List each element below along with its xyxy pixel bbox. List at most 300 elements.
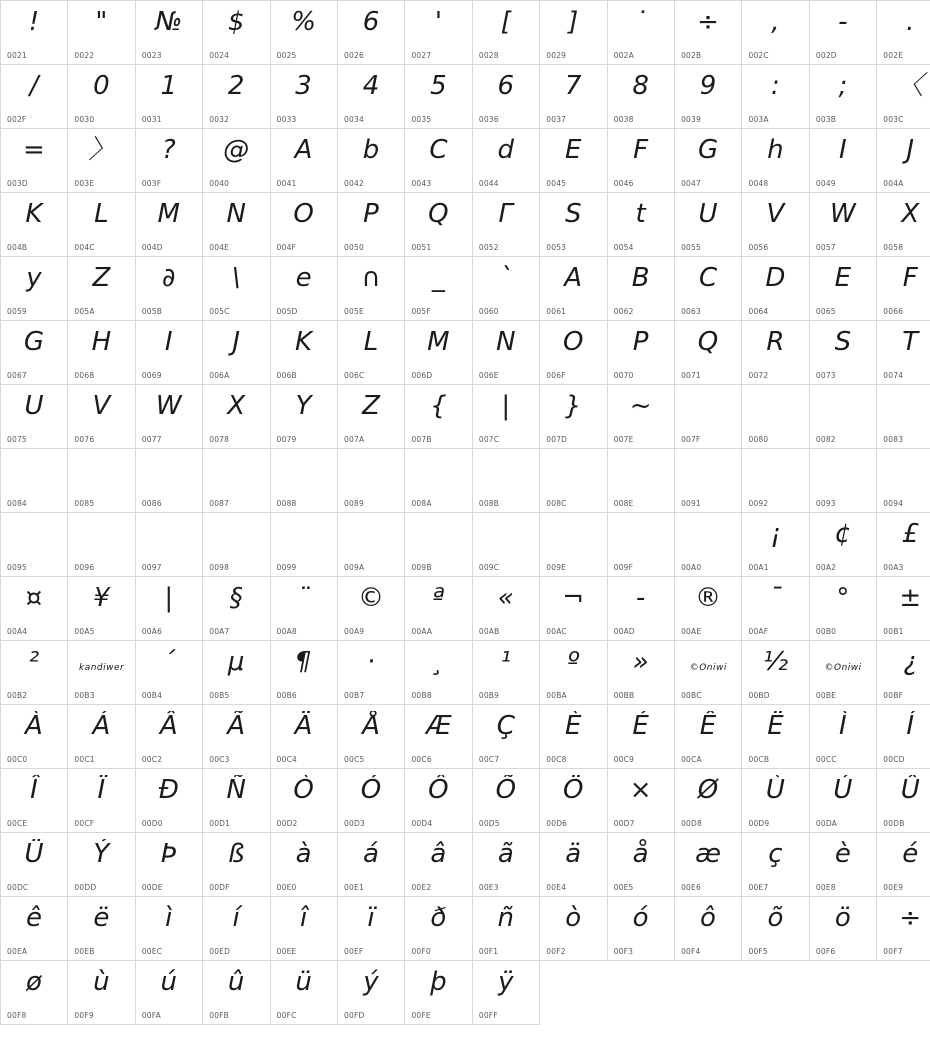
glyph-codepoint: 002B: [681, 51, 702, 60]
glyph-cell[interactable]: [742, 385, 809, 449]
glyph-character: ¡: [770, 519, 782, 549]
glyph-cell[interactable]: [405, 385, 472, 449]
glyph-cell[interactable]: [1, 257, 68, 321]
glyph-cell[interactable]: [472, 65, 539, 129]
glyph-character: U: [24, 391, 44, 421]
glyph-cell[interactable]: [472, 897, 539, 961]
glyph-cell-inner: [473, 385, 539, 448]
glyph-cell[interactable]: [540, 193, 607, 257]
glyph-cell[interactable]: [877, 257, 930, 321]
glyph-character: é: [902, 839, 919, 869]
glyph-cell[interactable]: [809, 257, 876, 321]
glyph-cell[interactable]: [68, 961, 135, 1025]
glyph-character: y: [26, 263, 43, 293]
glyph-cell[interactable]: [405, 193, 472, 257]
glyph-cell[interactable]: [877, 449, 930, 513]
glyph-cell[interactable]: [270, 769, 337, 833]
glyph-codepoint: 004F: [276, 243, 297, 252]
glyph-cell[interactable]: [877, 705, 930, 769]
glyph-cell[interactable]: [742, 513, 809, 577]
glyph-cell[interactable]: [742, 449, 809, 513]
glyph-codepoint: 00A5: [74, 627, 95, 636]
glyph-cell[interactable]: [540, 769, 607, 833]
glyph-cell[interactable]: [270, 449, 337, 513]
glyph-cell[interactable]: [338, 513, 405, 577]
glyph-cell[interactable]: [742, 129, 809, 193]
glyph-cell[interactable]: [203, 769, 270, 833]
glyph-cell[interactable]: [135, 641, 202, 705]
glyph-codepoint: 003A: [748, 115, 769, 124]
glyph-cell[interactable]: [338, 321, 405, 385]
glyph-cell-inner: [338, 577, 404, 640]
glyph-cell[interactable]: [742, 897, 809, 961]
glyph-cell[interactable]: [1, 513, 68, 577]
glyph-cell[interactable]: [1, 897, 68, 961]
glyph-cell[interactable]: [338, 129, 405, 193]
glyph-cell[interactable]: [540, 1, 607, 65]
glyph-cell[interactable]: [675, 193, 742, 257]
glyph-cell-inner: [203, 449, 269, 512]
glyph-cell[interactable]: [675, 577, 742, 641]
glyph-cell[interactable]: [675, 449, 742, 513]
glyph-cell-inner: [136, 257, 202, 320]
glyph-cell[interactable]: [809, 1, 876, 65]
glyph-codepoint: 0042: [344, 179, 364, 188]
glyph-cell[interactable]: [540, 129, 607, 193]
glyph-cell[interactable]: [135, 705, 202, 769]
glyph-cell[interactable]: [742, 833, 809, 897]
glyph-cell[interactable]: [338, 449, 405, 513]
glyph-codepoint: 0044: [478, 179, 499, 188]
glyph-cell[interactable]: [405, 1, 472, 65]
glyph-cell[interactable]: [472, 257, 539, 321]
glyph-cell[interactable]: [135, 833, 202, 897]
glyph-cell[interactable]: [405, 705, 472, 769]
glyph-cell[interactable]: [203, 961, 270, 1025]
glyph-cell[interactable]: [809, 833, 876, 897]
glyph-codepoint: 005A: [74, 307, 95, 316]
glyph-cell[interactable]: [877, 513, 930, 577]
glyph-cell[interactable]: [607, 513, 674, 577]
glyph-cell[interactable]: [607, 193, 674, 257]
glyph-cell[interactable]: [68, 193, 135, 257]
glyph-cell[interactable]: [675, 513, 742, 577]
glyph-cell[interactable]: [809, 65, 876, 129]
glyph-character: $: [227, 7, 245, 37]
glyph-cell[interactable]: [135, 897, 202, 961]
glyph-cell[interactable]: [607, 321, 674, 385]
glyph-cell[interactable]: [203, 129, 270, 193]
glyph-character: ð: [430, 903, 447, 933]
glyph-cell[interactable]: [203, 193, 270, 257]
glyph-cell[interactable]: [675, 65, 742, 129]
glyph-cell[interactable]: [809, 897, 876, 961]
glyph-cell[interactable]: [135, 961, 202, 1025]
glyph-cell[interactable]: [405, 257, 472, 321]
glyph-cell[interactable]: [338, 65, 405, 129]
glyph-cell[interactable]: [203, 449, 270, 513]
glyph-cell-inner: [203, 513, 269, 576]
glyph-cell[interactable]: [203, 641, 270, 705]
glyph-codepoint: 0049: [815, 179, 836, 188]
glyph-cell[interactable]: [270, 257, 337, 321]
glyph-cell[interactable]: [540, 321, 607, 385]
glyph-character: !: [28, 7, 40, 37]
glyph-cell[interactable]: [742, 65, 809, 129]
glyph-codepoint: 0022: [74, 51, 95, 60]
glyph-cell[interactable]: [203, 65, 270, 129]
glyph-cell[interactable]: [877, 833, 930, 897]
glyph-row: [1, 1, 930, 65]
glyph-cell[interactable]: [607, 705, 674, 769]
glyph-cell[interactable]: [472, 129, 539, 193]
glyph-cell[interactable]: [338, 257, 405, 321]
glyph-cell[interactable]: [203, 705, 270, 769]
glyph-cell[interactable]: [472, 961, 539, 1025]
glyph-cell[interactable]: [877, 641, 930, 705]
glyph-cell[interactable]: [203, 385, 270, 449]
glyph-cell[interactable]: [1, 641, 68, 705]
glyph-cell[interactable]: [270, 321, 337, 385]
glyph-cell[interactable]: [270, 129, 337, 193]
glyph-cell[interactable]: [135, 129, 202, 193]
glyph-cell[interactable]: [203, 513, 270, 577]
glyph-cell[interactable]: [472, 769, 539, 833]
glyph-cell[interactable]: [135, 65, 202, 129]
glyph-cell[interactable]: [540, 897, 607, 961]
glyph-cell[interactable]: [203, 897, 270, 961]
glyph-cell[interactable]: [338, 385, 405, 449]
glyph-cell[interactable]: [472, 577, 539, 641]
glyph-cell[interactable]: [68, 321, 135, 385]
glyph-cell[interactable]: [675, 705, 742, 769]
glyph-character: æ: [695, 839, 722, 869]
glyph-cell[interactable]: [742, 641, 809, 705]
glyph-cell[interactable]: [607, 577, 674, 641]
glyph-cell[interactable]: [877, 769, 930, 833]
glyph-cell[interactable]: [607, 65, 674, 129]
glyph-cell[interactable]: [135, 385, 202, 449]
glyph-cell[interactable]: [540, 833, 607, 897]
glyph-cell[interactable]: [135, 1, 202, 65]
glyph-cell[interactable]: [135, 577, 202, 641]
glyph-cell-inner: [675, 833, 741, 896]
glyph-cell[interactable]: [742, 193, 809, 257]
glyph-cell-inner: [338, 961, 404, 1024]
glyph-cell-inner: [540, 385, 606, 448]
glyph-codepoint: 006C: [344, 371, 365, 380]
glyph-codepoint: 0057: [815, 243, 836, 252]
glyph-codepoint: 00F7: [883, 947, 903, 956]
glyph-cell[interactable]: [540, 577, 607, 641]
glyph-cell[interactable]: [68, 897, 135, 961]
glyph-cell[interactable]: [540, 513, 607, 577]
glyph-character: §: [229, 583, 244, 613]
glyph-cell-inner: [136, 961, 202, 1024]
glyph-cell[interactable]: [405, 897, 472, 961]
glyph-cell[interactable]: [405, 129, 472, 193]
glyph-cell-inner: [68, 65, 134, 128]
glyph-codepoint: 0050: [344, 243, 364, 252]
glyph-codepoint: 0021: [7, 51, 27, 60]
glyph-cell[interactable]: [742, 321, 809, 385]
glyph-cell[interactable]: [809, 385, 876, 449]
glyph-cell[interactable]: [68, 1, 135, 65]
glyph-cell[interactable]: [270, 897, 337, 961]
glyph-cell[interactable]: [68, 641, 135, 705]
glyph-cell[interactable]: [68, 513, 135, 577]
glyph-cell[interactable]: [877, 577, 930, 641]
glyph-cell[interactable]: [135, 513, 202, 577]
glyph-character: à: [295, 839, 313, 869]
glyph-cell[interactable]: [68, 833, 135, 897]
glyph-cell[interactable]: [68, 449, 135, 513]
glyph-cell[interactable]: [68, 129, 135, 193]
glyph-cell[interactable]: [607, 257, 674, 321]
glyph-cell[interactable]: [675, 641, 742, 705]
glyph-cell[interactable]: [68, 769, 135, 833]
glyph-cell[interactable]: [742, 257, 809, 321]
glyph-character: G: [23, 327, 45, 357]
glyph-cell-inner: [742, 769, 808, 832]
glyph-cell[interactable]: [270, 65, 337, 129]
glyph-codepoint: 009B: [411, 563, 432, 572]
glyph-cell[interactable]: [1, 65, 68, 129]
glyph-cell[interactable]: [607, 1, 674, 65]
glyph-cell[interactable]: [809, 705, 876, 769]
glyph-cell[interactable]: [270, 1, 337, 65]
glyph-cell[interactable]: [472, 321, 539, 385]
glyph-cell[interactable]: [675, 321, 742, 385]
glyph-character: M: [427, 327, 451, 357]
glyph-codepoint: 00FE: [411, 1011, 431, 1020]
glyph-cell[interactable]: [1, 577, 68, 641]
glyph-cell[interactable]: [472, 641, 539, 705]
glyph-codepoint: 0025: [276, 51, 297, 60]
glyph-cell[interactable]: [68, 577, 135, 641]
glyph-cell[interactable]: [877, 65, 930, 129]
glyph-row: [1, 641, 930, 705]
glyph-cell[interactable]: [472, 705, 539, 769]
glyph-cell[interactable]: [540, 449, 607, 513]
glyph-codepoint: 0085: [74, 499, 95, 508]
glyph-cell[interactable]: [472, 193, 539, 257]
glyph-cell[interactable]: [135, 193, 202, 257]
glyph-cell[interactable]: [809, 769, 876, 833]
glyph-cell[interactable]: [675, 1, 742, 65]
glyph-cell[interactable]: [877, 385, 930, 449]
glyph-cell[interactable]: [742, 705, 809, 769]
glyph-cell[interactable]: [405, 577, 472, 641]
glyph-cell[interactable]: [742, 577, 809, 641]
glyph-cell[interactable]: [338, 705, 405, 769]
glyph-cell-inner: [608, 641, 674, 704]
glyph-codepoint: 00CC: [815, 755, 837, 764]
glyph-cell[interactable]: [675, 769, 742, 833]
glyph-cell-inner: [338, 129, 404, 192]
glyph-codepoint: 00DF: [209, 883, 230, 892]
glyph-cell[interactable]: [607, 769, 674, 833]
glyph-cell[interactable]: [1, 385, 68, 449]
glyph-codepoint: 0064: [748, 307, 769, 316]
glyph-cell[interactable]: [405, 321, 472, 385]
glyph-character: I: [164, 327, 174, 357]
glyph-cell[interactable]: [405, 449, 472, 513]
glyph-cell[interactable]: [270, 513, 337, 577]
glyph-cell[interactable]: [338, 769, 405, 833]
glyph-cell[interactable]: [540, 65, 607, 129]
glyph-cell[interactable]: [338, 577, 405, 641]
glyph-cell[interactable]: [809, 641, 876, 705]
glyph-character: ®: [695, 583, 722, 613]
glyph-cell[interactable]: [1, 449, 68, 513]
glyph-cell[interactable]: [1, 321, 68, 385]
glyph-cell[interactable]: [68, 705, 135, 769]
glyph-character: ø: [25, 967, 43, 997]
glyph-cell[interactable]: [607, 385, 674, 449]
glyph-character: b: [362, 135, 380, 165]
glyph-cell[interactable]: [203, 1, 270, 65]
glyph-cell[interactable]: [607, 449, 674, 513]
glyph-cell[interactable]: [809, 193, 876, 257]
glyph-cell[interactable]: [607, 129, 674, 193]
glyph-cell[interactable]: [203, 321, 270, 385]
glyph-cell-inner: [338, 705, 404, 768]
glyph-codepoint: 0059: [7, 307, 27, 316]
glyph-cell[interactable]: [338, 641, 405, 705]
glyph-cell-inner: [742, 833, 808, 896]
glyph-cell[interactable]: [203, 577, 270, 641]
glyph-codepoint: 00DB: [883, 819, 905, 828]
glyph-cell[interactable]: [809, 577, 876, 641]
glyph-cell[interactable]: [472, 385, 539, 449]
glyph-cell-inner: [203, 641, 269, 704]
glyph-cell[interactable]: [405, 961, 472, 1025]
glyph-cell-inner: [68, 833, 134, 896]
glyph-cell[interactable]: [540, 641, 607, 705]
glyph-cell[interactable]: [203, 257, 270, 321]
glyph-cell[interactable]: [68, 385, 135, 449]
glyph-character: ü: [295, 967, 313, 997]
glyph-codepoint: 002C: [748, 51, 769, 60]
glyph-cell[interactable]: [809, 129, 876, 193]
glyph-cell-inner: [742, 641, 808, 704]
glyph-cell[interactable]: [540, 257, 607, 321]
glyph-cell[interactable]: [135, 769, 202, 833]
glyph-character: 4: [362, 71, 380, 101]
glyph-cell[interactable]: [338, 897, 405, 961]
glyph-cell[interactable]: [68, 257, 135, 321]
glyph-cell[interactable]: [270, 705, 337, 769]
glyph-cell[interactable]: [270, 193, 337, 257]
glyph-cell-inner: [338, 385, 404, 448]
glyph-cell[interactable]: [405, 513, 472, 577]
glyph-cell[interactable]: [472, 833, 539, 897]
glyph-cell[interactable]: [809, 321, 876, 385]
glyph-cell[interactable]: [338, 193, 405, 257]
glyph-cell[interactable]: [675, 833, 742, 897]
glyph-cell[interactable]: [1, 961, 68, 1025]
glyph-character: õ: [767, 903, 784, 933]
glyph-character: 6: [362, 7, 380, 37]
glyph-codepoint: 0099: [276, 563, 297, 572]
glyph-cell[interactable]: [405, 833, 472, 897]
glyph-cell[interactable]: [607, 897, 674, 961]
glyph-cell[interactable]: [405, 65, 472, 129]
glyph-cell[interactable]: [540, 705, 607, 769]
glyph-character: H: [91, 327, 112, 357]
glyph-codepoint: 00E0: [276, 883, 297, 892]
glyph-cell-inner: [540, 193, 606, 256]
glyph-cell[interactable]: [270, 833, 337, 897]
glyph-cell[interactable]: [270, 961, 337, 1025]
glyph-cell[interactable]: [675, 129, 742, 193]
glyph-cell[interactable]: [1, 193, 68, 257]
glyph-cell[interactable]: [877, 897, 930, 961]
glyph-cell[interactable]: [607, 833, 674, 897]
glyph-cell-inner: [271, 1, 337, 64]
glyph-cell-inner: [877, 705, 930, 768]
glyph-cell[interactable]: [742, 769, 809, 833]
glyph-cell[interactable]: [1, 1, 68, 65]
glyph-cell-inner: [203, 257, 269, 320]
glyph-cell[interactable]: [270, 385, 337, 449]
glyph-character: E: [564, 135, 582, 165]
glyph-cell-inner: [540, 641, 606, 704]
glyph-cell[interactable]: [472, 1, 539, 65]
glyph-codepoint: 00C0: [7, 755, 28, 764]
glyph-cell[interactable]: [675, 257, 742, 321]
glyph-cell[interactable]: [405, 769, 472, 833]
glyph-cell[interactable]: [877, 1, 930, 65]
glyph-cell[interactable]: [540, 385, 607, 449]
glyph-cell[interactable]: [1, 705, 68, 769]
glyph-cell[interactable]: [742, 1, 809, 65]
glyph-cell[interactable]: [338, 1, 405, 65]
glyph-codepoint: 00D9: [748, 819, 770, 828]
glyph-cell[interactable]: [877, 321, 930, 385]
glyph-cell[interactable]: [809, 449, 876, 513]
glyph-cell[interactable]: [472, 513, 539, 577]
glyph-character: þ: [430, 967, 448, 997]
glyph-cell[interactable]: [68, 65, 135, 129]
glyph-cell[interactable]: [405, 641, 472, 705]
glyph-cell-inner: [1, 449, 67, 512]
glyph-cell[interactable]: [338, 961, 405, 1025]
glyph-cell[interactable]: [203, 833, 270, 897]
glyph-cell[interactable]: [675, 897, 742, 961]
glyph-cell[interactable]: [270, 641, 337, 705]
glyph-cell[interactable]: [1, 833, 68, 897]
glyph-cell[interactable]: [877, 129, 930, 193]
glyph-cell[interactable]: [1, 769, 68, 833]
glyph-cell-inner: [675, 257, 741, 320]
glyph-cell[interactable]: [809, 513, 876, 577]
glyph-cell[interactable]: [338, 833, 405, 897]
glyph-cell[interactable]: [270, 577, 337, 641]
glyph-codepoint: 00B9: [478, 691, 500, 700]
glyph-cell[interactable]: [1, 129, 68, 193]
glyph-cell[interactable]: [135, 321, 202, 385]
glyph-cell[interactable]: [607, 641, 674, 705]
glyph-cell[interactable]: [135, 449, 202, 513]
glyph-cell-inner: [675, 705, 741, 768]
glyph-cell[interactable]: [135, 257, 202, 321]
glyph-codepoint: 00D2: [276, 819, 298, 828]
glyph-cell[interactable]: [877, 193, 930, 257]
glyph-cell[interactable]: [675, 385, 742, 449]
glyph-cell[interactable]: [472, 449, 539, 513]
